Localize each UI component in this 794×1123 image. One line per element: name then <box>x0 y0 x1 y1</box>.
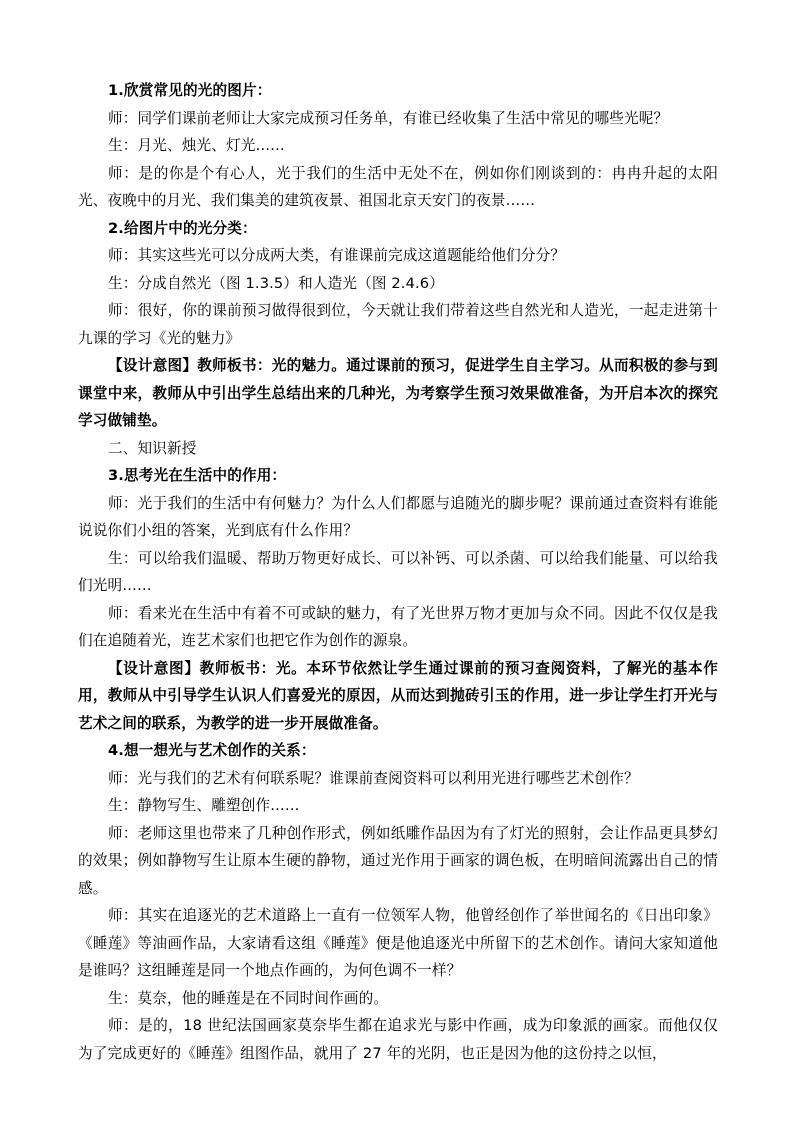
paragraph: 师：其实在追逐光的艺术道路上一直有一位领军人物，他曾经创作了举世闻名的《日出印象》《睡莲》等油画作品，大家请看这组《睡莲》便是他追逐光中所留下的艺术创作。请问大家知道他是谁吗？这组睡莲是同一个地点作画的，为何色调不一样？ <box>78 907 718 979</box>
paragraph: 生：静物写生、雕塑创作…… <box>108 797 300 814</box>
paragraph: 师：很好，你的课前预习做得很到位，今天就让我们带着这些自然光和人造光，一起走进第十九课的学习《光的魅力》 <box>78 302 718 347</box>
section-heading-3: 3.思考光在生活中的作用： <box>108 467 287 484</box>
paragraph: 师：光于我们的生活中有何魅力？为什么人们都愿与追随光的脚步呢？课前通过查资料有谁能说说你们小组的答案，光到底有什么作用？ <box>78 494 718 539</box>
design-intent-paragraph: 【设计意图】教师板书：光的魅力。通过课前的预习，促进学生自主学习。从而积极的参与到课堂中来，教师从中引出学生总结出来的几种光，为考察学生预习效果做准备，为开启本次的探究学习做铺垫。 <box>78 357 718 429</box>
paragraph: 师：看来光在生活中有着不可或缺的魅力，有了光世界万物才更加与众不同。因此不仅仅是我们在追随着光，连艺术家们也把它作为创作的源泉。 <box>78 604 718 649</box>
paragraph: 师：老师这里也带来了几种创作形式，例如纸雕作品因为有了灯光的照射，会让作品更具梦幻的效果；例如静物写生让原本生硬的静物，通过光作用于画家的调色板，在明暗间流露出自己的情感。 <box>78 824 718 897</box>
paragraph: 师：是的，18 世纪法国画家莫奈毕生都在追求光与影中作画，成为印象派的画家。而他仅仅为了完成更好的《睡莲》组图作品，就用了 27 年的光阴，也正是因为他的这份持之以恒， <box>78 1017 718 1062</box>
section-heading-2: 2.给图片中的光分类： <box>108 219 257 237</box>
paragraph: 师：同学们课前老师让大家完成预习任务单，有谁已经收集了生活中常见的哪些光呢？ <box>108 109 669 127</box>
section-title-knowledge: 二、知识新授 <box>108 439 197 457</box>
section-heading-1: 1.欣赏常见的光的图片： <box>108 82 272 99</box>
paragraph: 生：分成自然光（图 1.3.5）和人造光（图 2.4.6） <box>108 274 444 292</box>
paragraph: 师：光与我们的艺术有何联系呢？谁课前查阅资料可以利用光进行哪些艺术创作？ <box>108 769 639 787</box>
paragraph: 生：莫奈，他的睡莲是在不同时间作画的。 <box>108 989 389 1007</box>
document-page <box>78 77 718 1067</box>
paragraph: 生：可以给我们温暖、帮助万物更好成长、可以补钙、可以杀菌、可以给我们能量、可以给我们光明…… <box>78 549 718 594</box>
paragraph: 生：月光、烛光、灯光…… <box>108 137 285 154</box>
paragraph: 师：是的你是个有心人，光于我们的生活中无处不在，例如你们刚谈到的：冉冉升起的太阳光、夜晚中的月光、我们集美的建筑夜景、祖国北京天安门的夜景…… <box>78 164 718 209</box>
section-heading-4: 4.想一想光与艺术创作的关系： <box>108 742 316 759</box>
design-intent-paragraph: 【设计意图】教师板书：光。本环节依然让学生通过课前的预习查阅资料，了解光的基本作用，教师从中引导学生认识人们喜爱光的原因，从而达到抛砖引玉的作用，进一步让学生打开光与艺术之间的联系，为教学的进一步开展做准备。 <box>78 659 718 732</box>
paragraph: 师：其实这些光可以分成两大类，有谁课前完成这道题能给他们分分？ <box>108 247 566 264</box>
